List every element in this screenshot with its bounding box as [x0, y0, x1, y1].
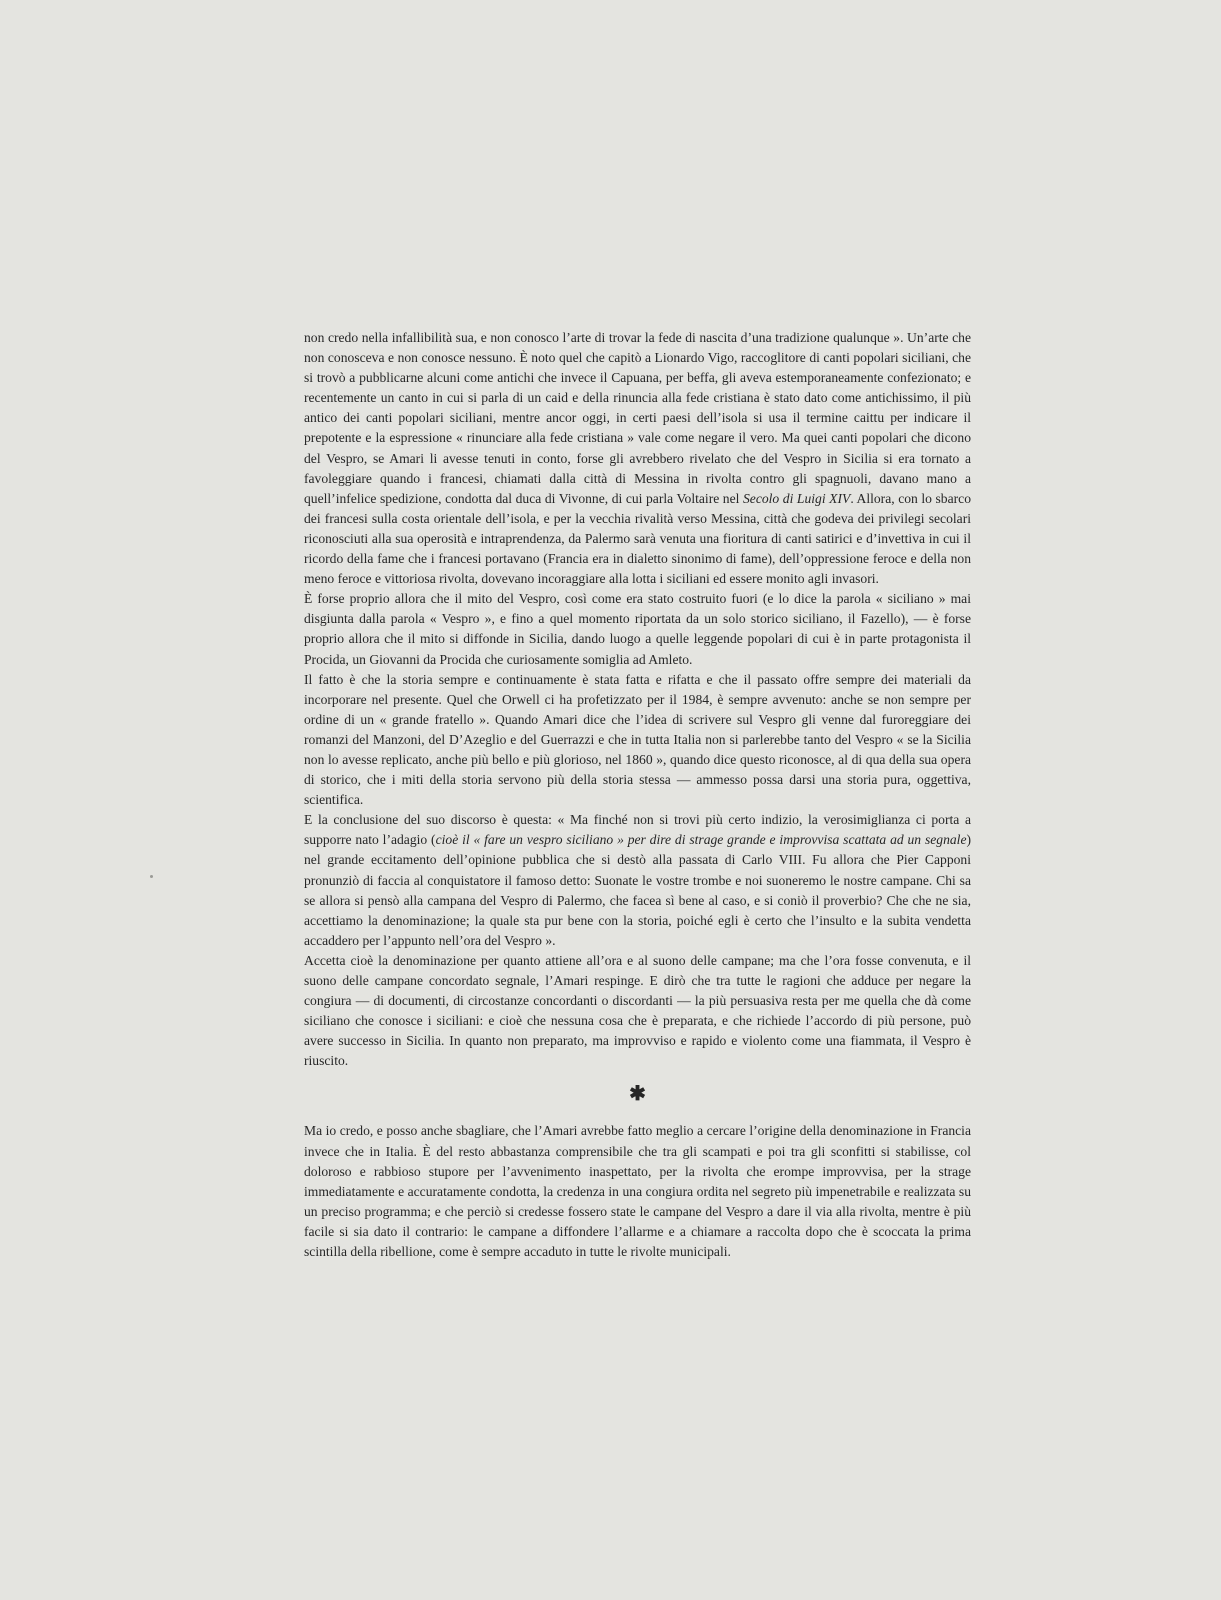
paragraph-4-start: E la conclusione del suo discorso è questa: « Ma finché non si trovi più certo indizio, la verosimiglianza ci porta a supporre nato l’adagio (	[304, 812, 971, 848]
paragraph-1	[304, 328, 971, 589]
paragraph-6: Ma io credo, e posso anche sbagliare, che l’Amari avrebbe fatto meglio a cercare l’origine della denominazione in Francia invece che in Italia. È del resto abbastanza comprensibile che tra gli scampati e poi tra gli sconfitti si stabilisse, col doloroso e rabbioso stupore per l’avvenimento inaspettato, per la rivolta che erompe improvvisa, per la strage immediatamente e accuratamente condotta, la credenza in una congiura ordita nel segreto più impenetrabile e realizzata su un preciso programma; e che perciò si credesse fossero state le campane del Vespro a dare il via alla rivolta, mentre è più facile si sia dato il contrario: le campane a diffondere l’allarme e a chiamare a raccolta dopo che è scoccata la prima scintilla della ribellione, come è sempre accaduto in tutte le rivolte municipali.	[304, 1123, 971, 1260]
book-title-italic: Secolo di Luigi XIV	[742, 490, 851, 506]
paragraph-3: Il fatto è che la storia sempre e continuamente è stata fatta e rifatta e che il passato offre sempre dei materiali da incorporare nel presente. Quel che Orwell ci ha profetizzato per il 1984, è sempre avvenuto: anche se non sempre per ordine di un « grande fratello ». Quando Amari dice che l’idea di scrivere sul Vespro gli venne dal furoreggiare dei romanzi del Manzoni, del D’Azeglio e del Guerrazzi e che in tutta Italia non si parlerebbe tanto del Vespro « se la Sicilia non lo avesse replicato, anche più bello e più glorioso, nel 1860 », quando dice questo riconosce, al di qua della sua opera di storico, che i miti della storia servono più della storia stessa — ammesso possa darsi una storia pura, oggettiva, scientifica.	[304, 671, 971, 808]
paragraph-4	[304, 810, 971, 951]
paragraph-1-end: . Allora, con lo sbarco dei francesi sulla costa orientale dell’isola, e per la vecchia rivalità verso Messina, città che godeva dei privilegi secolari riconosciuti alla sua operosità e intraprendenza, da Palermo sarà venuta una fioritura di canti satirici e d’invettiva in cui il ricordo della fame che i francesi portavano (Francia era in dialetto sinonimo di fame), dell’oppressione feroce e della non meno feroce e vittoriosa rivolta, dovevano incoraggiare alla lotta i siciliani ed essere monito agli invasori.	[304, 490, 971, 587]
paragraph-4-end: ) nel grande eccitamento dell’opinione pubblica che si destò alla passata di Carlo VIII. Fu allora che Pier Capponi pronunziò di faccia al conquistatore il famoso detto: Suonate le vostre trombe e noi suoneremo le nostre campane. Chi sa se allora si pensò alla campana del Vespro di Palermo, che facea sì bene al caso, e si coniò il proverbio? Che che ne sia, accettiamo la denominazione; la quale sta pur bene con la storia, poiché egli è certo che l’insulto e la subita vendetta accaddero per l’appunto nell’ora del Vespro ».	[304, 832, 972, 948]
paragraph-2: È forse proprio allora che il mito del Vespro, così come era stato costruito fuori (e lo dice la parola « siciliano » mai disgiunta dalla parola « Vespro », e fino a quel momento riportata da un solo storico siciliano, il Fazello), — è forse proprio allora che il mito si diffonde in Sicilia, dando luogo a quelle leggende popolari di cui è in parte protagonista il Procida, un Giovanni da Procida che curiosamente somiglia ad Amleto.	[304, 591, 971, 667]
paper-speck	[150, 875, 153, 878]
paragraph-5: Accetta cioè la denominazione per quanto attiene all’ora e al suono delle campane; ma che l’ora fosse convenuta, e il suono delle campane concordato segnale, l’Amari respinge. E dirò che tra tutte le ragioni che adduce per negare la congiura — di documenti, di circostanze concordanti o discordanti — la più persuasiva resta per me quella che dà come siciliano che conosce i siciliani: e cioè che nessuna cosa che è preparata, e che richiede l’accordo di più persone, può avere successo in Sicilia. In quanto non preparato, ma improvviso e rapido e violento come una fiammata, il Vespro è riuscito.	[304, 952, 971, 1069]
essay-text-block	[304, 328, 971, 1262]
section-separator-asterisk: ✱	[629, 1083, 646, 1106]
paragraph-4-italic: cioè il « fare un vespro siciliano » per dire di strage grande e improvvisa scattata ad un segnale	[435, 832, 967, 848]
paragraph-1-text: non credo nella infallibilità sua, e non conosco l’arte di trovar la fede di nascita d’una tradizione qualunque ». Un’arte che non conosceva e non conosce nessuno. È noto quel che capitò a Lionardo Vigo, raccoglitore di canti popolari siciliani, che si trovò a pubblicarne alcuni come antichi che invece il Capuana, per beffa, gli aveva estemporaneamente confezionato; e recentemente un canto in cui si parla di un caid e della rinuncia alla fede cristiana è stato dato come antichissimo, il più antico dei canti popolari siciliani, mentre ancor oggi, in certi paesi dell’isola si usa il termine caittu per indicare il prepotente e la espressione « rinunciare alla fede cristiana » vale come negare il vero. Ma quei canti popolari che dicono del Vespro, se Amari li avesse tenuti in conto, forse gli avrebbero rivelato che del Vespro in Sicilia si era tornato a favoleggiare quando i francesi, chiamati dalla città di Messina in rivolta contro gli spagnuoli, davano mano a quell’infelice spedizione, condotta dal duca di Vivonne, di cui parla Voltaire nel	[304, 330, 971, 506]
